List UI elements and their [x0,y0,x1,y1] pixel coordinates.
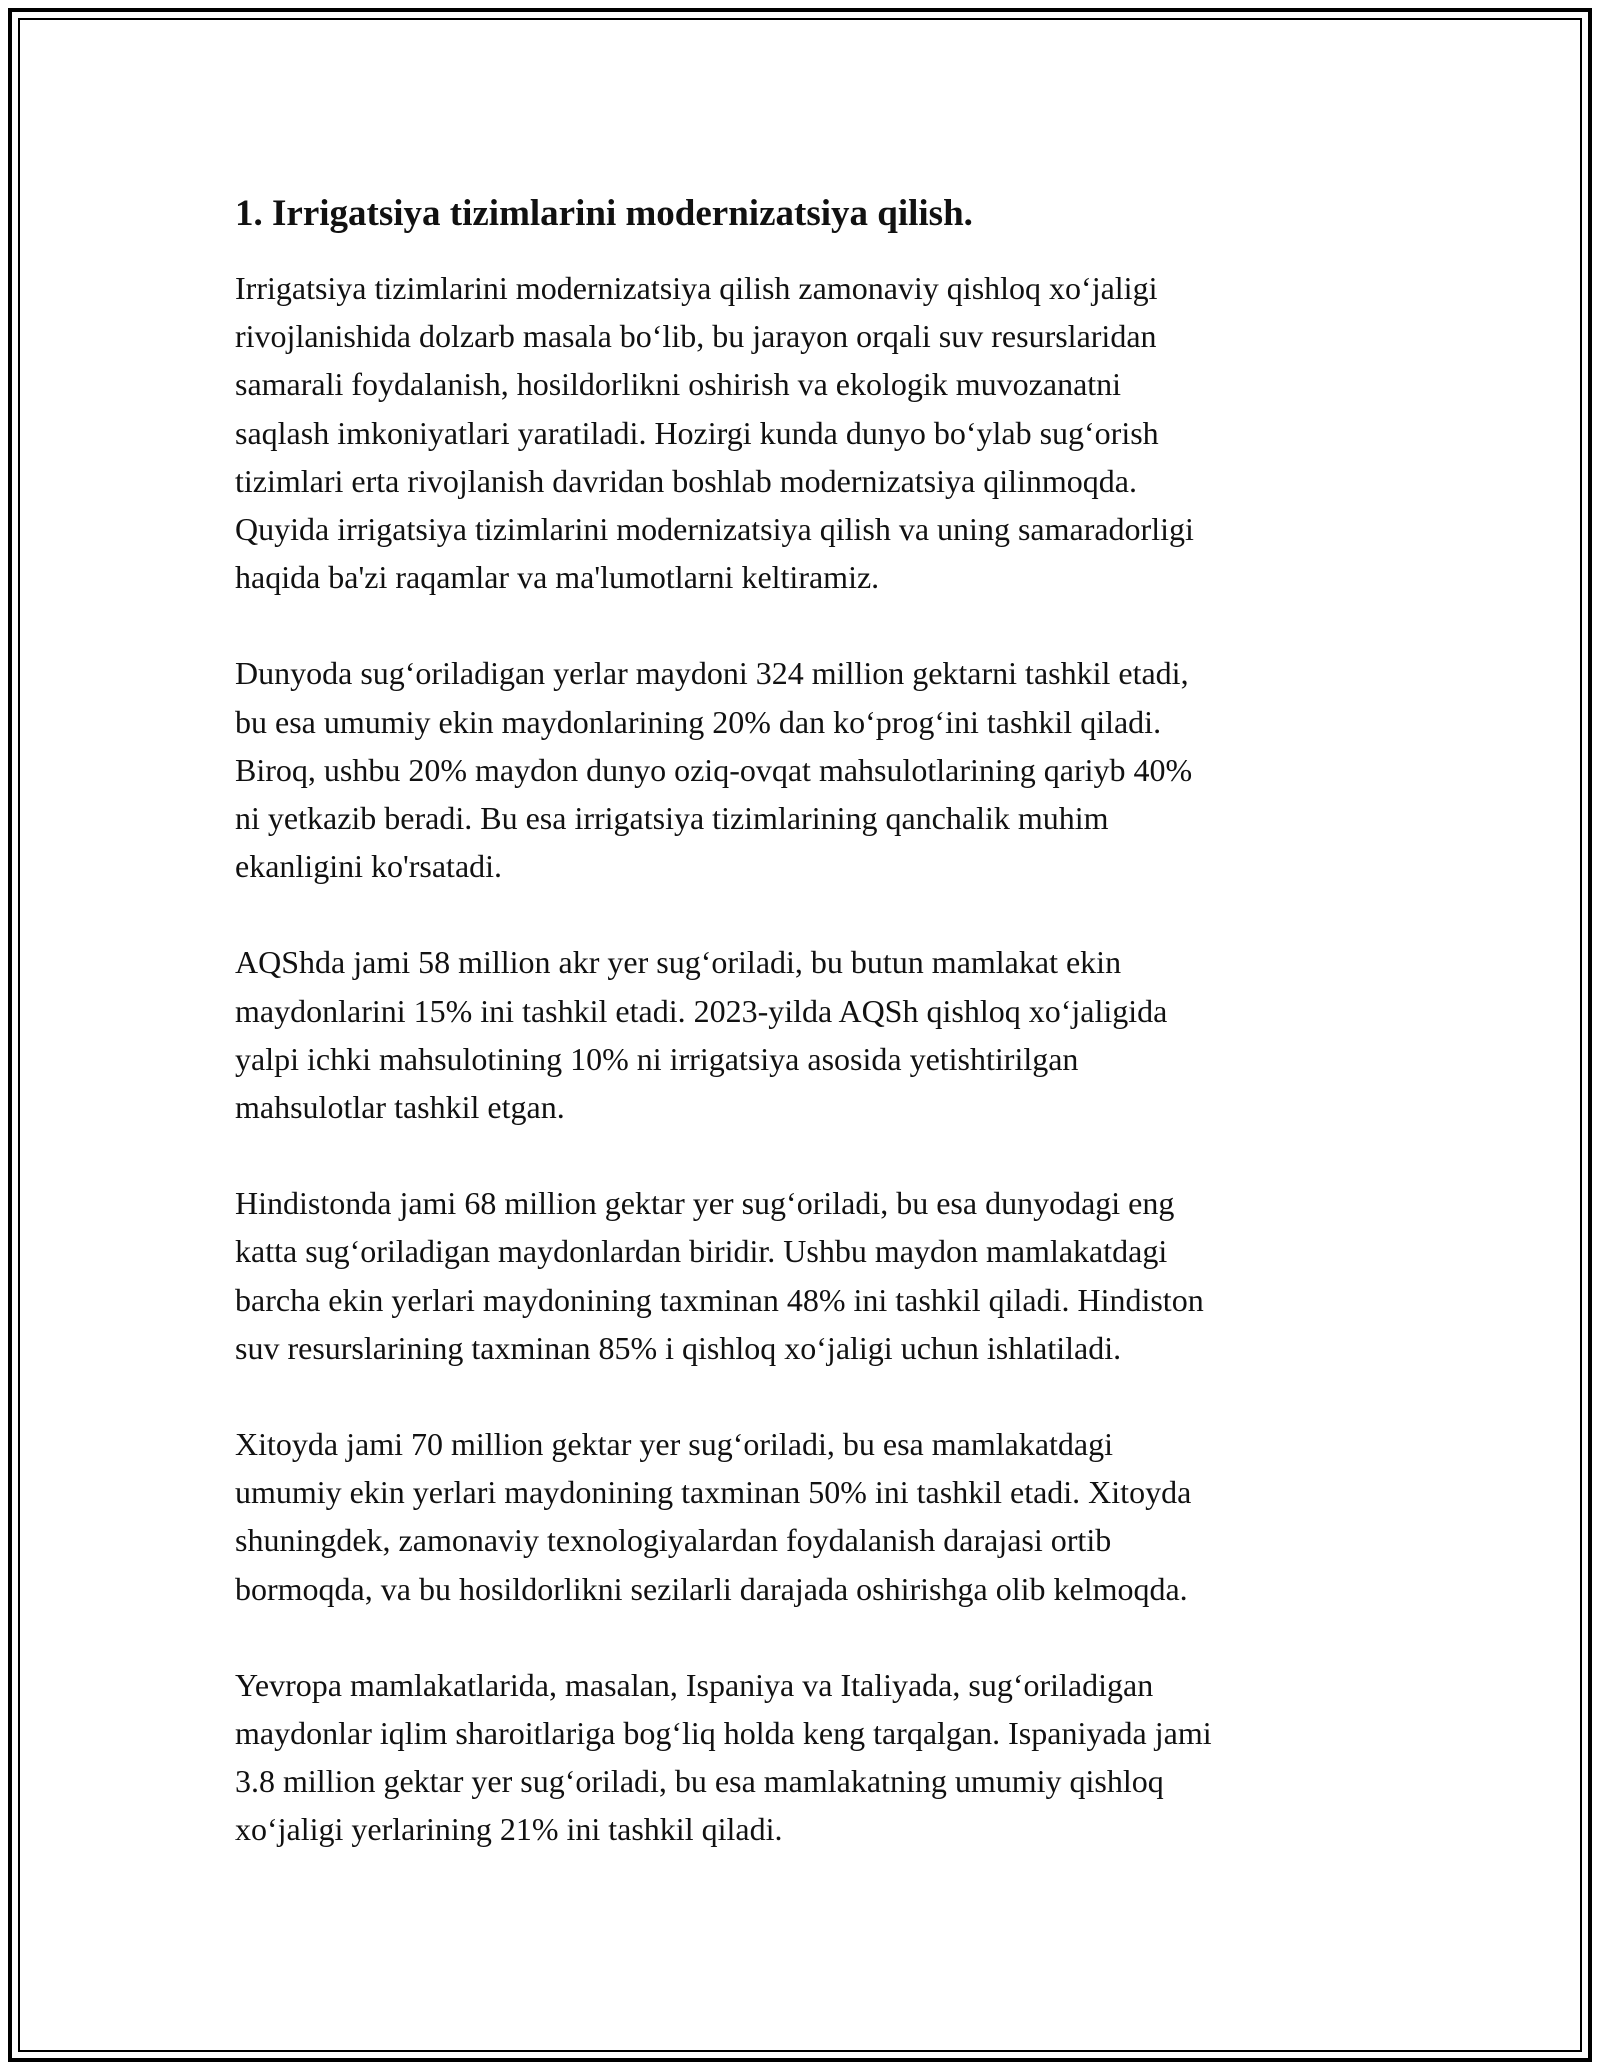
paragraph-line: katta sug‘oriladigan maydonlardan biridir. Ushbu maydon mamlakatdagi [235,1233,1168,1270]
paragraph-line: AQShda jami 58 million akr yer sug‘oriladi, bu butun mamlakat ekin [235,944,1122,981]
paragraph-line: umumiy ekin yerlari maydonining taxminan 50% ini tashkil etadi. Xitoyda [235,1474,1192,1511]
paragraph-line: Xitoyda jami 70 million gektar yer sug‘oriladi, bu esa mamlakatdagi [235,1426,1113,1463]
paragraph-line: bormoqda, va bu hosildorlikni sezilarli darajada oshirishga olib kelmoqda. [235,1570,1188,1607]
paragraph-china [235,1420,1375,1613]
paragraph-line: ni yetkazib beradi. Bu esa irrigatsiya tizimlarining qanchalik muhim [235,800,1109,837]
paragraph-line: suv resurslarining taxminan 85% i qishloq xo‘jaligi uchun ishlatiladi. [235,1329,1122,1366]
paragraph-line: rivojlanishida dolzarb masala bo‘lib, bu jarayon orqali suv resurslaridan [235,318,1157,355]
paragraph-line: 3.8 million gektar yer sug‘oriladi, bu esa mamlakatning umumiy qishloq [235,1763,1164,1800]
paragraph-line: Biroq, ushbu 20% maydon dunyo oziq-ovqat mahsulotlarining qariyb 40% [235,751,1193,788]
paragraph-line: ekanligini ko'rsatadi. [235,848,503,885]
paragraph-line: bu esa umumiy ekin maydonlarining 20% dan ko‘prog‘ini tashkil qiladi. [235,703,1162,740]
paragraph-line: haqida ba'zi raqamlar va ma'lumotlarni keltiramiz. [235,559,880,596]
paragraph-usa [235,938,1375,1131]
paragraph-introduction [235,264,1375,601]
paragraph-line: shuningdek, zamonaviy texnologiyalardan foydalanish darajasi ortib [235,1522,1112,1559]
paragraph-line: Yevropa mamlakatlarida, masalan, Ispaniya va Italiyada, sug‘oriladigan [235,1666,1154,1703]
paragraph-line: saqlash imkoniyatlari yaratiladi. Hozirgi kunda dunyo bo‘ylab sug‘orish [235,414,1159,451]
paragraph-line: yalpi ichki mahsulotining 10% ni irrigatsiya asosida yetishtirilgan [235,1040,1079,1077]
paragraph-line: maydonlar iqlim sharoitlariga bog‘liq holda keng tarqalgan. Ispaniyada jami [235,1715,1212,1752]
paragraph-line: Irrigatsiya tizimlarini modernizatsiya qilish zamonaviy qishloq xo‘jaligi [235,270,1158,306]
paragraph-europe [235,1661,1375,1854]
paragraph-line: Hindistonda jami 68 million gektar yer sug‘oriladi, bu esa dunyodagi eng [235,1185,1175,1222]
paragraph-india [235,1179,1375,1372]
paragraph-line: maydonlarini 15% ini tashkil etadi. 2023-yilda AQSh qishloq xo‘jaligida [235,992,1168,1029]
paragraph-line: tizimlari erta rivojlanish davridan boshlab modernizatsiya qilinmoqda. [235,462,1137,499]
paragraph-line: samarali foydalanish, hosildorlikni oshirish va ekologik muvozanatni [235,366,1122,403]
paragraph-line: Quyida irrigatsiya tizimlarini modernizatsiya qilish va uning samaradorligi [235,511,1194,548]
paragraph-line: Dunyoda sug‘oriladigan yerlar maydoni 324 million gektarni tashkil etadi, [235,655,1189,692]
paragraph-line: mahsulotlar tashkil etgan. [235,1089,565,1126]
document-body [235,186,1375,1902]
paragraph-world [235,649,1375,890]
paragraph-line: barcha ekin yerlari maydonining taxminan 48% ini tashkil qiladi. Hindiston [235,1281,1204,1318]
section-heading: 1. Irrigatsiya tizimlarini modernizatsiya qilish. [235,193,973,234]
paragraph-line: xo‘jaligi yerlarining 21% ini tashkil qiladi. [235,1811,783,1848]
